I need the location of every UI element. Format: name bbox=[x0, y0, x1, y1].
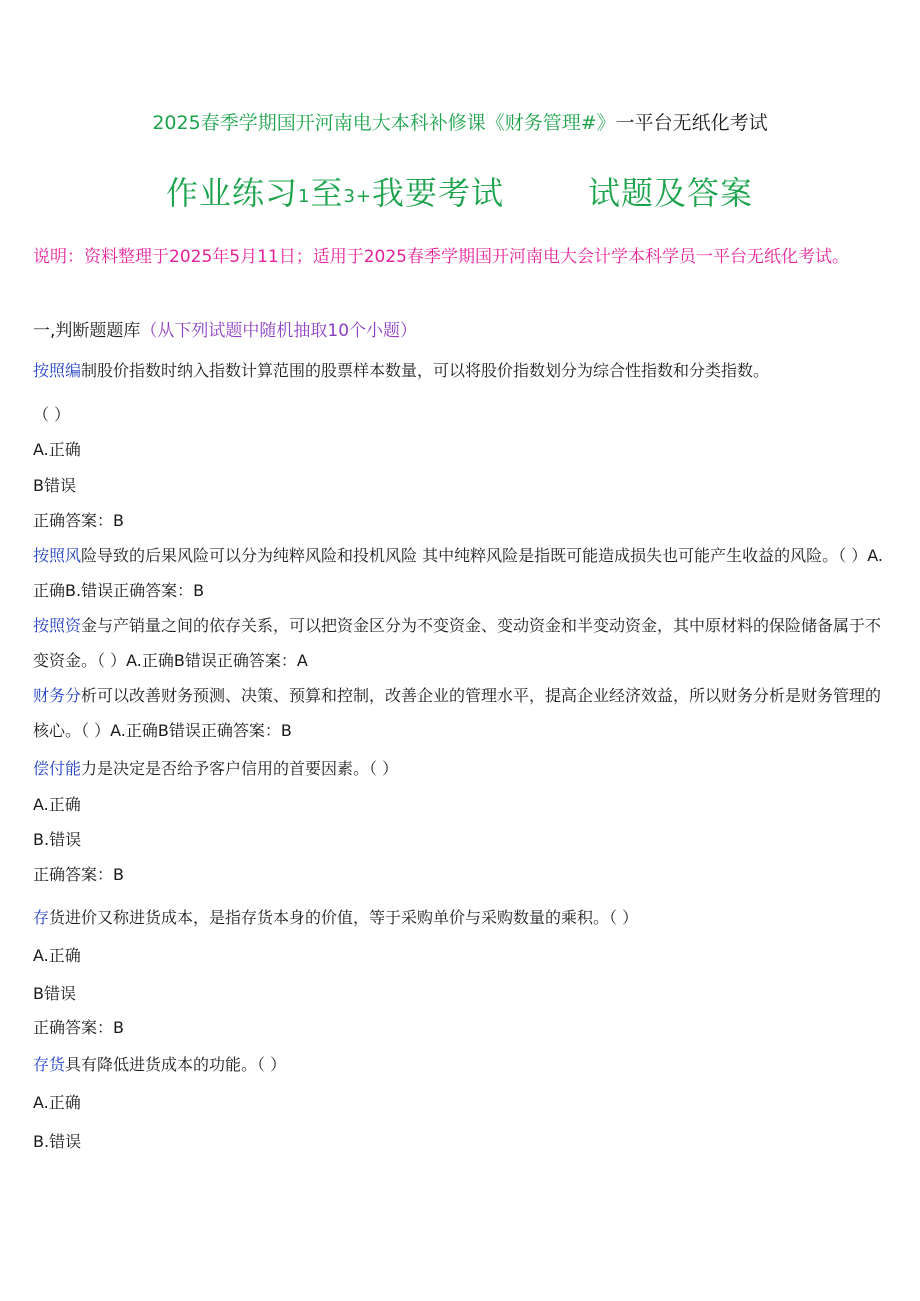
question-6-stem bbox=[33, 905, 638, 928]
question-5-text: 力是决定是否给予客户信用的首要因素。（ ） bbox=[81, 759, 399, 778]
question-1-answer: 正确答案：B bbox=[33, 511, 124, 530]
question-2 bbox=[33, 538, 889, 608]
question-1-stem bbox=[33, 358, 769, 381]
title-left-part-2: 至 bbox=[310, 174, 344, 212]
question-6-option-b: B错误 bbox=[33, 984, 76, 1003]
header-part-3: 一平台无纸化考试 bbox=[615, 112, 768, 134]
question-7-lead: 存货 bbox=[33, 1055, 66, 1074]
section-label: 一,判断题题库 bbox=[33, 321, 141, 341]
title-left bbox=[166, 168, 504, 214]
question-4-text: 析可以改善财务预测、决策、预算和控制，改善企业的管理水平，提高企业经济效益，所以财务分析是财务管理的核心。（ ）A.正确B错误正确答案：B bbox=[33, 686, 882, 740]
question-1-option-b: B错误 bbox=[33, 476, 76, 495]
section-heading bbox=[33, 316, 417, 341]
question-5-option-b: B.错误 bbox=[33, 830, 82, 849]
question-1-blank: （ ） bbox=[33, 405, 71, 424]
question-6-text: 货进价又称进货成本，是指存货本身的价值，等于采购单价与采购数量的乘积。（ ） bbox=[49, 908, 639, 927]
question-3 bbox=[33, 608, 889, 678]
question-5-option-a: A.正确 bbox=[33, 795, 81, 814]
title-left-part-3: 我要考试 bbox=[372, 174, 505, 212]
question-1-text: 制股价指数时纳入指数计算范围的股票样本数量，可以将股价指数划分为综合性指数和分类指数。 bbox=[81, 361, 770, 380]
question-7-text: 具有降低进货成本的功能。（ ） bbox=[65, 1055, 287, 1074]
title-left-part-1: 作业练习 bbox=[166, 174, 299, 212]
question-7-option-a: A.正确 bbox=[33, 1093, 81, 1112]
question-4-lead: 财务分 bbox=[33, 686, 82, 705]
section-subtitle: （从下列试题中随机抽取10个小题） bbox=[140, 321, 418, 341]
document-header bbox=[0, 108, 920, 135]
question-4 bbox=[33, 678, 889, 748]
question-6-lead: 存 bbox=[33, 908, 50, 927]
title-right: 试题及答案 bbox=[588, 174, 754, 212]
header-part-2: 补修课《财务管理#》 bbox=[428, 112, 616, 134]
question-5-lead: 偿付能 bbox=[33, 759, 82, 778]
question-7-option-b: B.错误 bbox=[33, 1132, 82, 1151]
title-left-small-2: 3+ bbox=[343, 186, 373, 207]
document-title bbox=[0, 168, 920, 218]
question-2-lead: 按照风 bbox=[33, 546, 82, 565]
question-7-stem bbox=[33, 1052, 286, 1075]
question-1-lead: 按照编 bbox=[33, 361, 82, 380]
question-5-answer: 正确答案：B bbox=[33, 865, 124, 884]
question-3-text: 金与产销量之间的依存关系，可以把资金区分为不变资金、变动资金和半变动资金，其中原材料的保险储备属于不变资金。（ ）A.正确B错误正确答案：A bbox=[33, 616, 882, 670]
header-part-1: 2025春季学期国开河南电大本科 bbox=[152, 112, 429, 134]
question-3-lead: 按照资 bbox=[33, 616, 82, 635]
document-note: 说明：资料整理于2025年5月11日；适用于2025春季学期国开河南电大会计学本科学员一平台无纸化考试。 bbox=[33, 247, 849, 267]
question-5-stem bbox=[33, 756, 398, 779]
question-6-option-a: A.正确 bbox=[33, 946, 81, 965]
question-6-answer: 正确答案：B bbox=[33, 1018, 124, 1037]
question-2-text: 险导致的后果风险可以分为纯粹风险和投机风险 其中纯粹风险是指既可能造成损失也可能产生收益的风险。（ ）A.正确B.错误正确答案：B bbox=[33, 546, 883, 600]
title-left-small-1: 1 bbox=[298, 186, 311, 207]
question-1-option-a: A.正确 bbox=[33, 440, 81, 459]
